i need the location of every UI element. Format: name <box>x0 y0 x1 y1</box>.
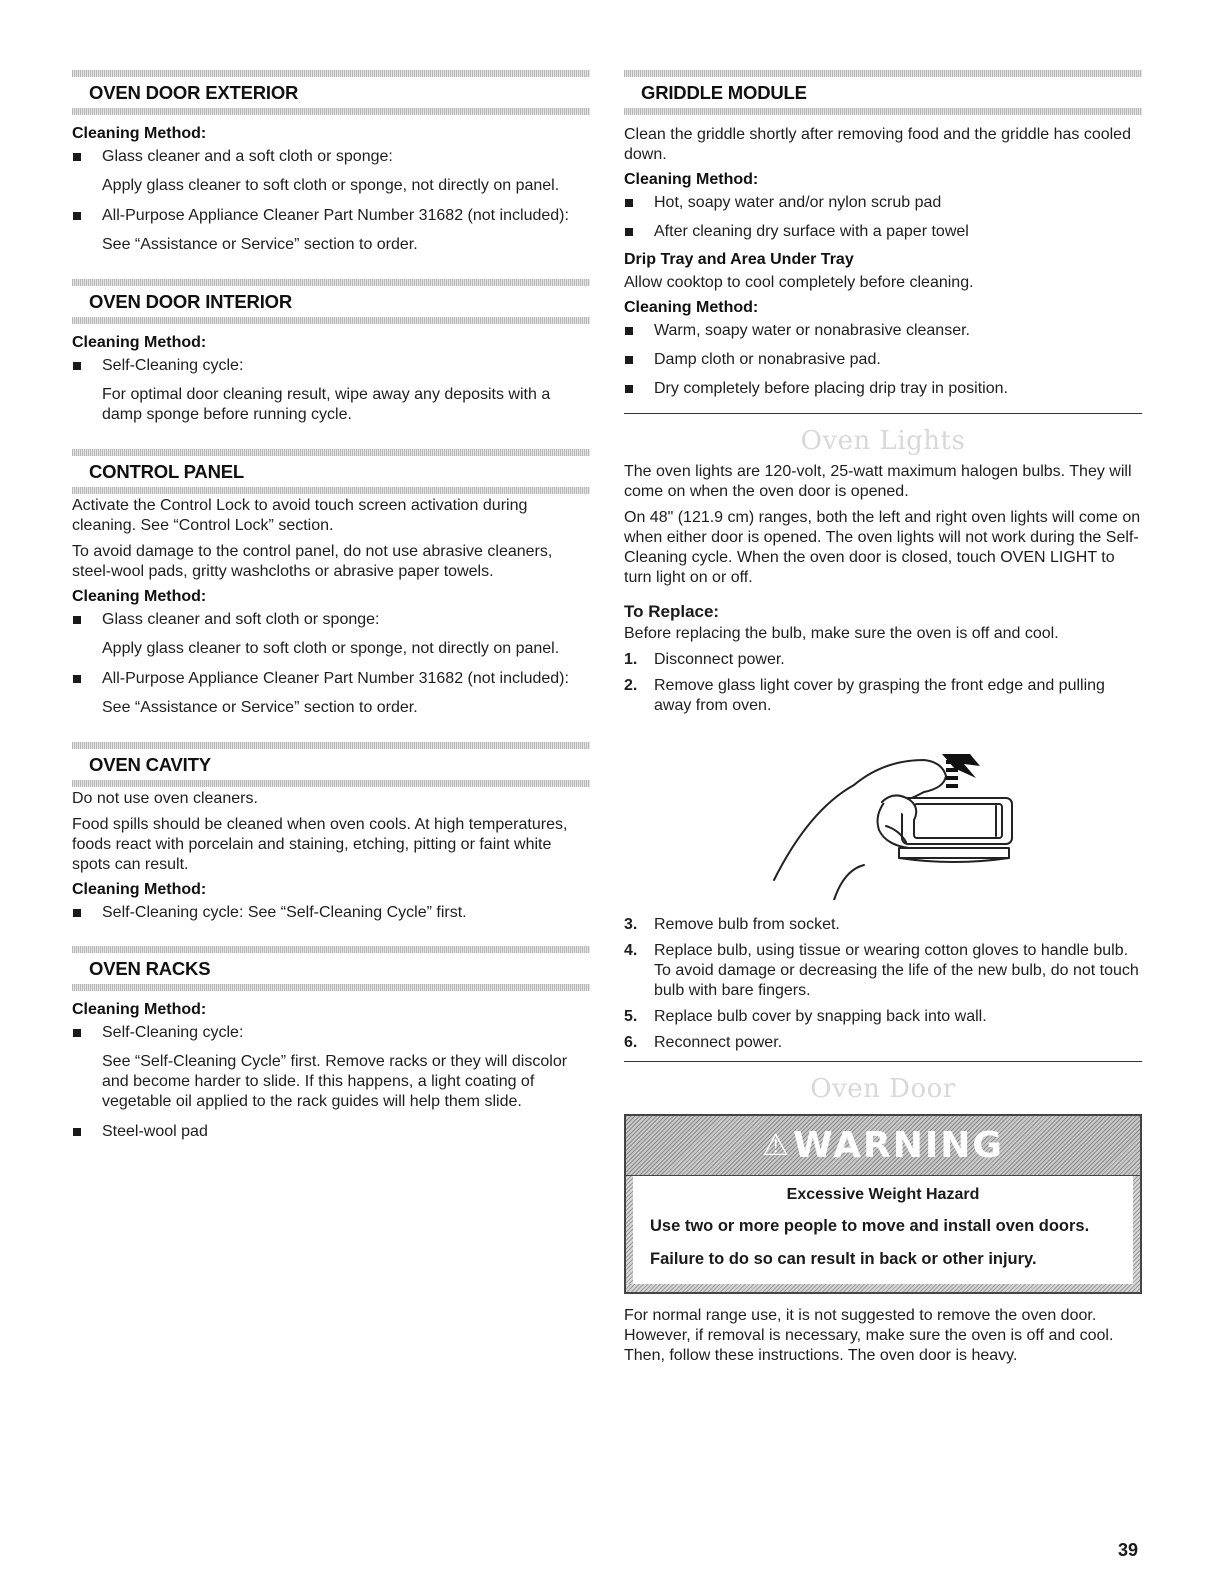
oven-door-exterior-heading: OVEN DOOR EXTERIOR <box>72 70 590 115</box>
paragraph: Before replacing the bulb, make sure the oven is off and cool. <box>624 625 1059 642</box>
cleaning-method-label: Cleaning Method: <box>624 171 759 188</box>
bullet-square-icon <box>625 356 633 364</box>
step-item: 6. Reconnect power. <box>624 1034 783 1051</box>
warning-line: Failure to do so can result in back or other injury. <box>650 1250 1037 1268</box>
paragraph: The oven lights are 120-volt, 25-watt maximum halogen bulbs. They will come on when the oven door is opened. <box>624 463 1132 500</box>
bullet-item: Self-Cleaning cycle: <box>72 356 590 376</box>
divider <box>624 413 1142 414</box>
oven-door-title: Oven Door <box>810 1074 956 1104</box>
warning-box <box>624 1114 1142 1294</box>
warning-banner <box>626 1116 1140 1176</box>
bullet-detail: See “Self-Cleaning Cycle” first. Remove racks or they will discolor and become harder to slide. If this happens, a light coating of vegetable oil applied to the rack guides will help them slide. <box>102 1053 568 1110</box>
hazard-title: Excessive Weight Hazard <box>786 1186 980 1203</box>
griddle-module-heading: GRIDDLE MODULE <box>624 70 1142 115</box>
cleaning-method-label: Cleaning Method: <box>72 881 207 898</box>
bullet-square-icon <box>625 199 633 207</box>
bullet-item: Glass cleaner and a soft cloth or sponge: <box>72 147 590 167</box>
bullet-detail: Apply glass cleaner to soft cloth or sponge, not directly on panel. <box>102 177 560 194</box>
drip-tray-label: Drip Tray and Area Under Tray <box>624 251 854 268</box>
bullet-square-icon <box>73 153 81 161</box>
bullet-square-icon <box>73 212 81 220</box>
warning-line: Use two or more people to move and install oven doors. <box>650 1217 1090 1235</box>
bullet-item: Steel-wool pad <box>72 1122 590 1142</box>
warning-triangle-icon: ⚠ <box>762 1128 792 1163</box>
cleaning-method-label: Cleaning Method: <box>72 334 207 351</box>
divider <box>624 1061 1142 1062</box>
step-item: 3. Remove bulb from socket. <box>624 916 840 933</box>
bullet-item: Warm, soapy water or nonabrasive cleanser. <box>624 321 1142 341</box>
light-cover-removal-illustration <box>624 730 1142 900</box>
bullet-square-icon <box>73 675 81 683</box>
page-number: 39 <box>1118 1540 1139 1560</box>
bullet-detail: Apply glass cleaner to soft cloth or sponge, not directly on panel. <box>102 640 560 657</box>
step-item: 2. Remove glass light cover by grasping the front edge and pulling away from oven. <box>624 677 1105 714</box>
bullet-detail: See “Assistance or Service” section to order. <box>102 699 418 716</box>
oven-door-interior-heading: OVEN DOOR INTERIOR <box>72 279 590 324</box>
cleaning-method-label: Cleaning Method: <box>624 299 759 316</box>
control-panel-heading: CONTROL PANEL <box>72 449 590 494</box>
paragraph: To avoid damage to the control panel, do not use abrasive cleaners, steel-wool pads, gritty washcloths or abrasive paper towels. <box>72 543 553 580</box>
oven-racks-heading: OVEN RACKS <box>72 946 590 991</box>
paragraph: On 48" (121.9 cm) ranges, both the left and right oven lights will come on when either door is opened. The oven lights will not work during the Self-Cleaning cycle. When the oven door is closed, touch OVEN LIGHT to turn light on or off. <box>624 509 1141 586</box>
bullet-square-icon <box>73 1029 81 1037</box>
bullet-item: Glass cleaner and soft cloth or sponge: <box>72 610 590 630</box>
bullet-square-icon <box>625 228 633 236</box>
paragraph: Allow cooktop to cool completely before cleaning. <box>624 274 974 291</box>
left-column <box>72 70 590 1151</box>
bullet-item: All-Purpose Appliance Cleaner Part Number 31682 (not included): <box>72 669 590 689</box>
bullet-item: Damp cloth or nonabrasive pad. <box>624 350 1142 370</box>
bullet-item: After cleaning dry surface with a paper towel <box>624 222 1142 242</box>
bullet-square-icon <box>73 616 81 624</box>
oven-cavity-heading: OVEN CAVITY <box>72 742 590 787</box>
bullet-square-icon <box>625 385 633 393</box>
bullet-square-icon <box>73 909 81 917</box>
bullet-detail: For optimal door cleaning result, wipe away any deposits with a damp sponge before running cycle. <box>102 386 551 423</box>
bullet-item: Self-Cleaning cycle: <box>72 1023 590 1043</box>
warning-footer-stripe <box>626 1284 1140 1292</box>
bullet-item: Self-Cleaning cycle: See “Self-Cleaning Cycle” first. <box>72 903 590 923</box>
warning-body <box>626 1176 1140 1284</box>
paragraph: Do not use oven cleaners. <box>72 790 258 807</box>
bullet-square-icon <box>625 327 633 335</box>
bullet-item: Hot, soapy water and/or nylon scrub pad <box>624 193 1142 213</box>
oven-lights-title: Oven Lights <box>800 426 966 456</box>
paragraph: Activate the Control Lock to avoid touch screen activation during cleaning. See “Control Lock” section. <box>72 497 528 534</box>
bullet-item: All-Purpose Appliance Cleaner Part Number 31682 (not included): <box>72 206 590 226</box>
step-item: 1. Disconnect power. <box>624 651 785 668</box>
cleaning-method-label: Cleaning Method: <box>72 1001 207 1018</box>
cleaning-method-label: Cleaning Method: <box>72 125 207 142</box>
step-item: 4. Replace bulb, using tissue or wearing cotton gloves to handle bulb. To avoid damage or decreasing the life of the new bulb, do not touch bulb with bare fingers. <box>624 942 1139 999</box>
bullet-square-icon <box>73 362 81 370</box>
bullet-square-icon <box>73 1128 81 1136</box>
step-item: 5. Replace bulb cover by snapping back into wall. <box>624 1008 987 1025</box>
paragraph: Food spills should be cleaned when oven cools. At high temperatures, foods react with porcelain and staining, etching, pitting or faint white spots can result. <box>72 816 568 873</box>
bullet-detail: See “Assistance or Service” section to order. <box>102 236 418 253</box>
warning-label: WARNING <box>793 1125 1004 1166</box>
bullet-item: Dry completely before placing drip tray in position. <box>624 379 1142 399</box>
to-replace-heading: To Replace: <box>624 602 720 621</box>
right-column <box>624 70 1142 1372</box>
paragraph: For normal range use, it is not suggested to remove the oven door. However, if removal is necessary, make sure the oven is off and cool. Then, follow these instructions. The oven door is heavy. <box>624 1307 1114 1364</box>
cleaning-method-label: Cleaning Method: <box>72 588 207 605</box>
paragraph: Clean the griddle shortly after removing food and the griddle has cooled down. <box>624 126 1131 163</box>
